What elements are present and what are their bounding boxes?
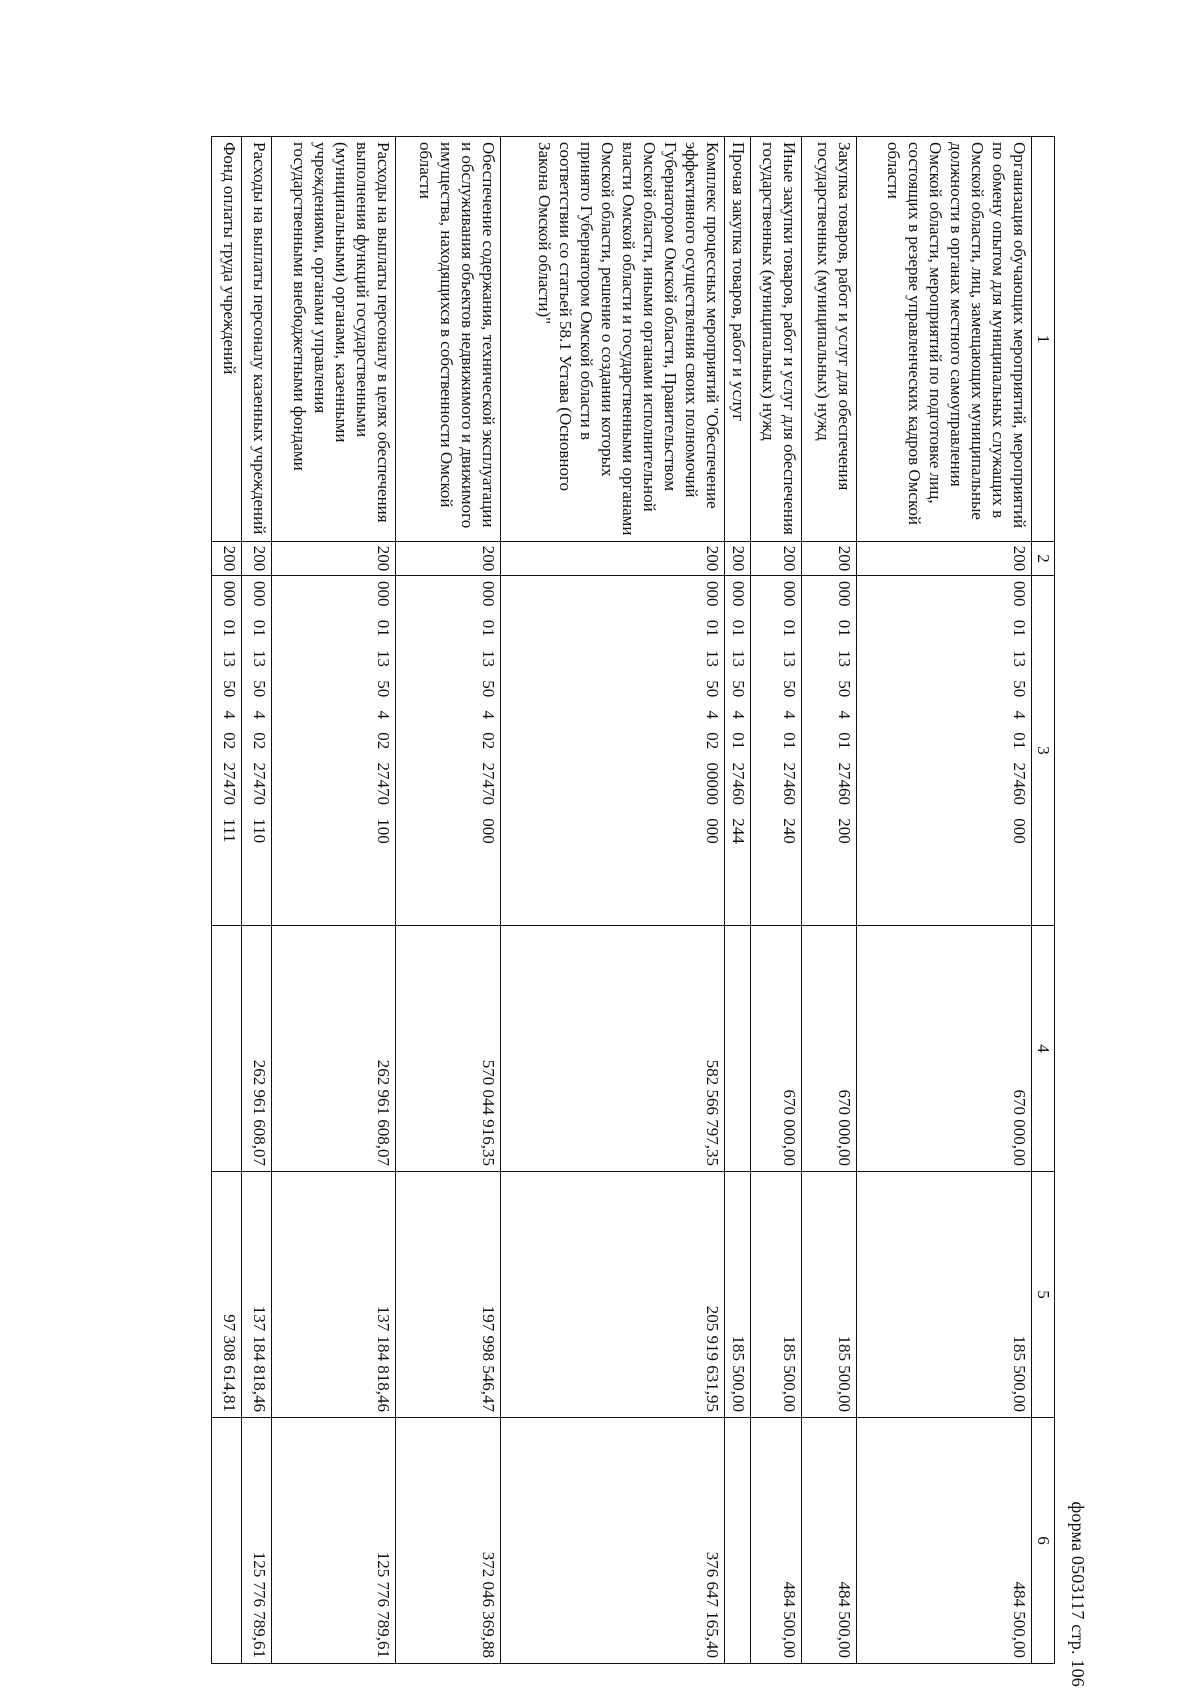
expense-name: Расходы на выплаты персоналу в целях обеспечения выполнения функций государственными (муниципальными) органами, казенными учреждениями, органами управления государственными внебюджетными фондами: [272, 137, 396, 542]
line-code: 200: [802, 542, 857, 576]
unexecuted-amount: 484 500,00: [751, 1418, 802, 1664]
column-header-6: 6: [1032, 1418, 1055, 1664]
table-row: [396, 137, 501, 1664]
expense-name: Иные закупки товаров, работ и услуг для обеспечения государственных (муниципальных) нужд: [751, 137, 802, 542]
budget-classification-code: 000 01 13 50 4 02 00000 000: [501, 576, 725, 926]
expense-name: Закупка товаров, работ и услуг для обеспечения государственных (муниципальных) нужд: [802, 137, 857, 542]
table-row: [857, 137, 1032, 1664]
table-row: [242, 137, 272, 1664]
expense-name: Фонд оплаты труда учреждений: [212, 137, 242, 542]
budget-classification-code: 000 01 13 50 4 01 27460 240: [751, 576, 802, 926]
unexecuted-amount: [212, 1418, 242, 1664]
executed-amount: 137 184 818,46: [242, 1172, 272, 1418]
line-code: 200: [242, 542, 272, 576]
executed-amount: 185 500,00: [725, 1172, 751, 1418]
approved-amount: 262 961 608,07: [272, 926, 396, 1172]
table-row: [212, 137, 242, 1664]
budget-classification-code: 000 01 13 50 4 02 27470 111: [212, 576, 242, 926]
executed-amount: 185 500,00: [857, 1172, 1032, 1418]
column-header-5: 5: [1032, 1172, 1055, 1418]
expense-name: Комплекс процессных мероприятий "Обеспечение эффективного осуществления своих полномочий Губернатором Омской области, Правительством Омской области, иными органами исполнительной власти Омской области и государственными органами Омской области, решение о создании которых принято Губернатором Омской области в соответствии со статьей 58.1 Устава (Основного Закона Омской области)": [501, 137, 725, 542]
executed-amount: 185 500,00: [751, 1172, 802, 1418]
executed-amount: 205 919 631,95: [501, 1172, 725, 1418]
line-code: 200: [272, 542, 396, 576]
unexecuted-amount: [725, 1418, 751, 1664]
budget-classification-code: 000 01 13 50 4 01 27460 000: [857, 576, 1032, 926]
approved-amount: 262 961 608,07: [242, 926, 272, 1172]
executed-amount: 97 308 614,81: [212, 1172, 242, 1418]
column-header-1: 1: [1032, 137, 1055, 542]
budget-classification-code: 000 01 13 50 4 02 27470 110: [242, 576, 272, 926]
line-code: 200: [857, 542, 1032, 576]
line-code: 200: [212, 542, 242, 576]
column-header-4: 4: [1032, 926, 1055, 1172]
column-header-3: 3: [1032, 576, 1055, 926]
table-row: [272, 137, 396, 1664]
budget-classification-code: 000 01 13 50 4 02 27470 100: [272, 576, 396, 926]
approved-amount: 670 000,00: [857, 926, 1032, 1172]
unexecuted-amount: 484 500,00: [857, 1418, 1032, 1664]
column-number-row: [1032, 137, 1055, 1664]
approved-amount: [212, 926, 242, 1172]
table-row: [802, 137, 857, 1664]
table-row: [725, 137, 751, 1664]
expense-name: Прочая закупка товаров, работ и услуг: [725, 137, 751, 542]
approved-amount: 670 000,00: [802, 926, 857, 1172]
line-code: 200: [725, 542, 751, 576]
approved-amount: [725, 926, 751, 1172]
budget-classification-code: 000 01 13 50 4 01 27460 200: [802, 576, 857, 926]
approved-amount: 570 044 916,35: [396, 926, 501, 1172]
expense-name: Обеспечение содержания, технической эксплуатации и обслуживания объектов недвижимого и движимого имущества, находящихся в собственности Омской области: [396, 137, 501, 542]
executed-amount: 185 500,00: [802, 1172, 857, 1418]
budget-classification-code: 000 01 13 50 4 02 27470 000: [396, 576, 501, 926]
unexecuted-amount: 125 776 789,61: [242, 1418, 272, 1664]
line-code: 200: [751, 542, 802, 576]
unexecuted-amount: 376 647 165,40: [501, 1418, 725, 1664]
table-row: [751, 137, 802, 1664]
unexecuted-amount: 372 046 369,88: [396, 1418, 501, 1664]
approved-amount: 582 566 797,35: [501, 926, 725, 1172]
line-code: 200: [396, 542, 501, 576]
line-code: 200: [501, 542, 725, 576]
budget-execution-table: [211, 136, 1055, 1664]
approved-amount: 670 000,00: [751, 926, 802, 1172]
unexecuted-amount: 125 776 789,61: [272, 1418, 396, 1664]
unexecuted-amount: 484 500,00: [802, 1418, 857, 1664]
executed-amount: 137 184 818,46: [272, 1172, 396, 1418]
executed-amount: 197 998 546,47: [396, 1172, 501, 1418]
expense-name: Расходы на выплаты персоналу казенных учреждений: [242, 137, 272, 542]
budget-classification-code: 000 01 13 50 4 01 27460 244: [725, 576, 751, 926]
column-header-2: 2: [1032, 542, 1055, 576]
table-row: [501, 137, 725, 1664]
form-page-label: форма 0503117 стр. 106: [1068, 1501, 1088, 1687]
expense-name: Организация обучающих мероприятий, мероприятий по обмену опытом для муниципальных служащих в Омской области, лиц, замещающих муниципальные должности в органах местного самоуправления Омской области, мероприятий по подготовке лиц, состоящих в резерве управленческих кадров Омской области: [857, 137, 1032, 542]
